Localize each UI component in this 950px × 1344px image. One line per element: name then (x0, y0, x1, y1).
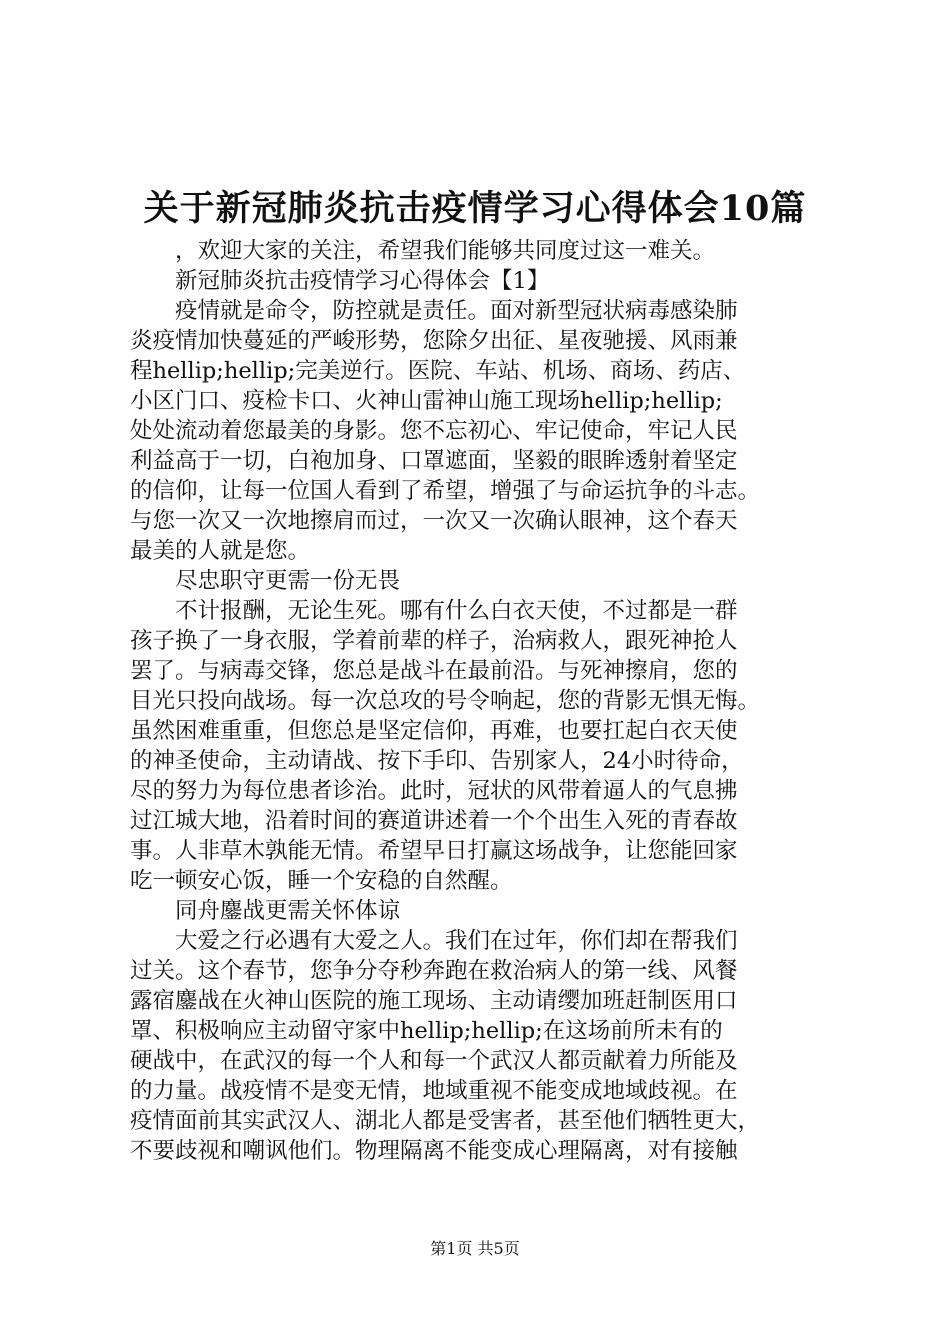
text-line: 过江城大地，沿着时间的赛道讲述着一个个出生入死的青春故 (130, 808, 738, 834)
text-line: 疫情就是命令，防控就是责任。面对新型冠状病毒感染肺 (175, 298, 738, 324)
text-line: 疫情面前其实武汉人、湖北人都是受害者，甚至他们牺牲更大， (130, 1108, 761, 1134)
text-line: 的力量。战疫情不是变无情，地域重视不能变成地域歧视。在 (130, 1078, 738, 1104)
text-line: 虽然困难重重，但您总是坚定信仰，再难，也要扛起白衣天使 (130, 718, 738, 744)
text-line: 硬战中，在武汉的每一个人和每一个武汉人都贡献着力所能及 (130, 1048, 738, 1074)
text-line: 孩子换了一身衣服，学着前辈的样子，治病救人，跟死神抢人 (130, 628, 738, 654)
section-heading-line: 同舟鏖战更需关怀体谅 (175, 898, 401, 924)
text-line: 炎疫情加快蔓延的严峻形势，您除夕出征、星夜驰援、风雨兼 (130, 328, 738, 354)
text-line: 过关。这个春节，您争分夺秒奔跑在救治病人的第一线、风餐 (130, 958, 738, 984)
text-line: 的信仰，让每一位国人看到了希望，增强了与命运抗争的斗志。 (130, 478, 761, 504)
text-line: 小区门口、疫检卡口、火神山雷神山施工现场hellip;hellip; (130, 388, 723, 414)
text-line: 罢了。与病毒交锋，您总是战斗在最前沿。与死神擦肩，您的 (130, 658, 738, 684)
document-title: 关于新冠肺炎抗击疫情学习心得体会10篇 (143, 188, 807, 229)
text-line: 不计报酬，无论生死。哪有什么白衣天使，不过都是一群 (175, 598, 738, 624)
document-body (130, 236, 830, 1166)
text-line: 目光只投向战场。每一次总攻的号令响起，您的背影无惧无悔。 (130, 688, 761, 714)
text-line: 程hellip;hellip;完美逆行。医院、车站、机场、商场、药店、 (130, 358, 746, 384)
section-heading-line: 尽忠职守更需一份无畏 (175, 568, 401, 594)
text-line: 不要歧视和嘲讽他们。物理隔离不能变成心理隔离，对有接触 (130, 1138, 738, 1164)
text-line: 利益高于一切，白袍加身、口罩遮面，坚毅的眼眸透射着坚定 (130, 448, 738, 474)
text-line: 大爱之行必遇有大爱之人。我们在过年，你们却在帮我们 (175, 928, 738, 954)
text-line: 罩、积极响应主动留守家中hellip;hellip;在这场前所未有的 (130, 1018, 723, 1044)
text-line: 与您一次又一次地擦肩而过，一次又一次确认眼神，这个春天 (130, 508, 738, 534)
text-line: 最美的人就是您。 (130, 538, 311, 564)
text-line: 尽的努力为每位患者诊治。此时，冠状的风带着逼人的气息拂 (130, 778, 738, 804)
section-heading-line: 新冠肺炎抗击疫情学习心得体会【1】 (175, 268, 550, 294)
text-line: 处处流动着您最美的身影。您不忘初心、牢记使命，牢记人民 (130, 418, 738, 444)
text-line: 的神圣使命，主动请战、按下手印、告别家人，24小时待命， (130, 748, 744, 774)
text-line: 事。人非草木孰能无情。希望早日打赢这场战争，让您能回家 (130, 838, 738, 864)
text-line: ，欢迎大家的关注，希望我们能够共同度过这一难关。 (175, 238, 716, 264)
page-footer: 第1页 共5页 (430, 1239, 520, 1258)
text-line: 露宿鏖战在火神山医院的施工现场、主动请缨加班赶制医用口 (130, 988, 738, 1014)
text-line: 吃一顿安心饭，睡一个安稳的自然醒。 (130, 868, 513, 894)
